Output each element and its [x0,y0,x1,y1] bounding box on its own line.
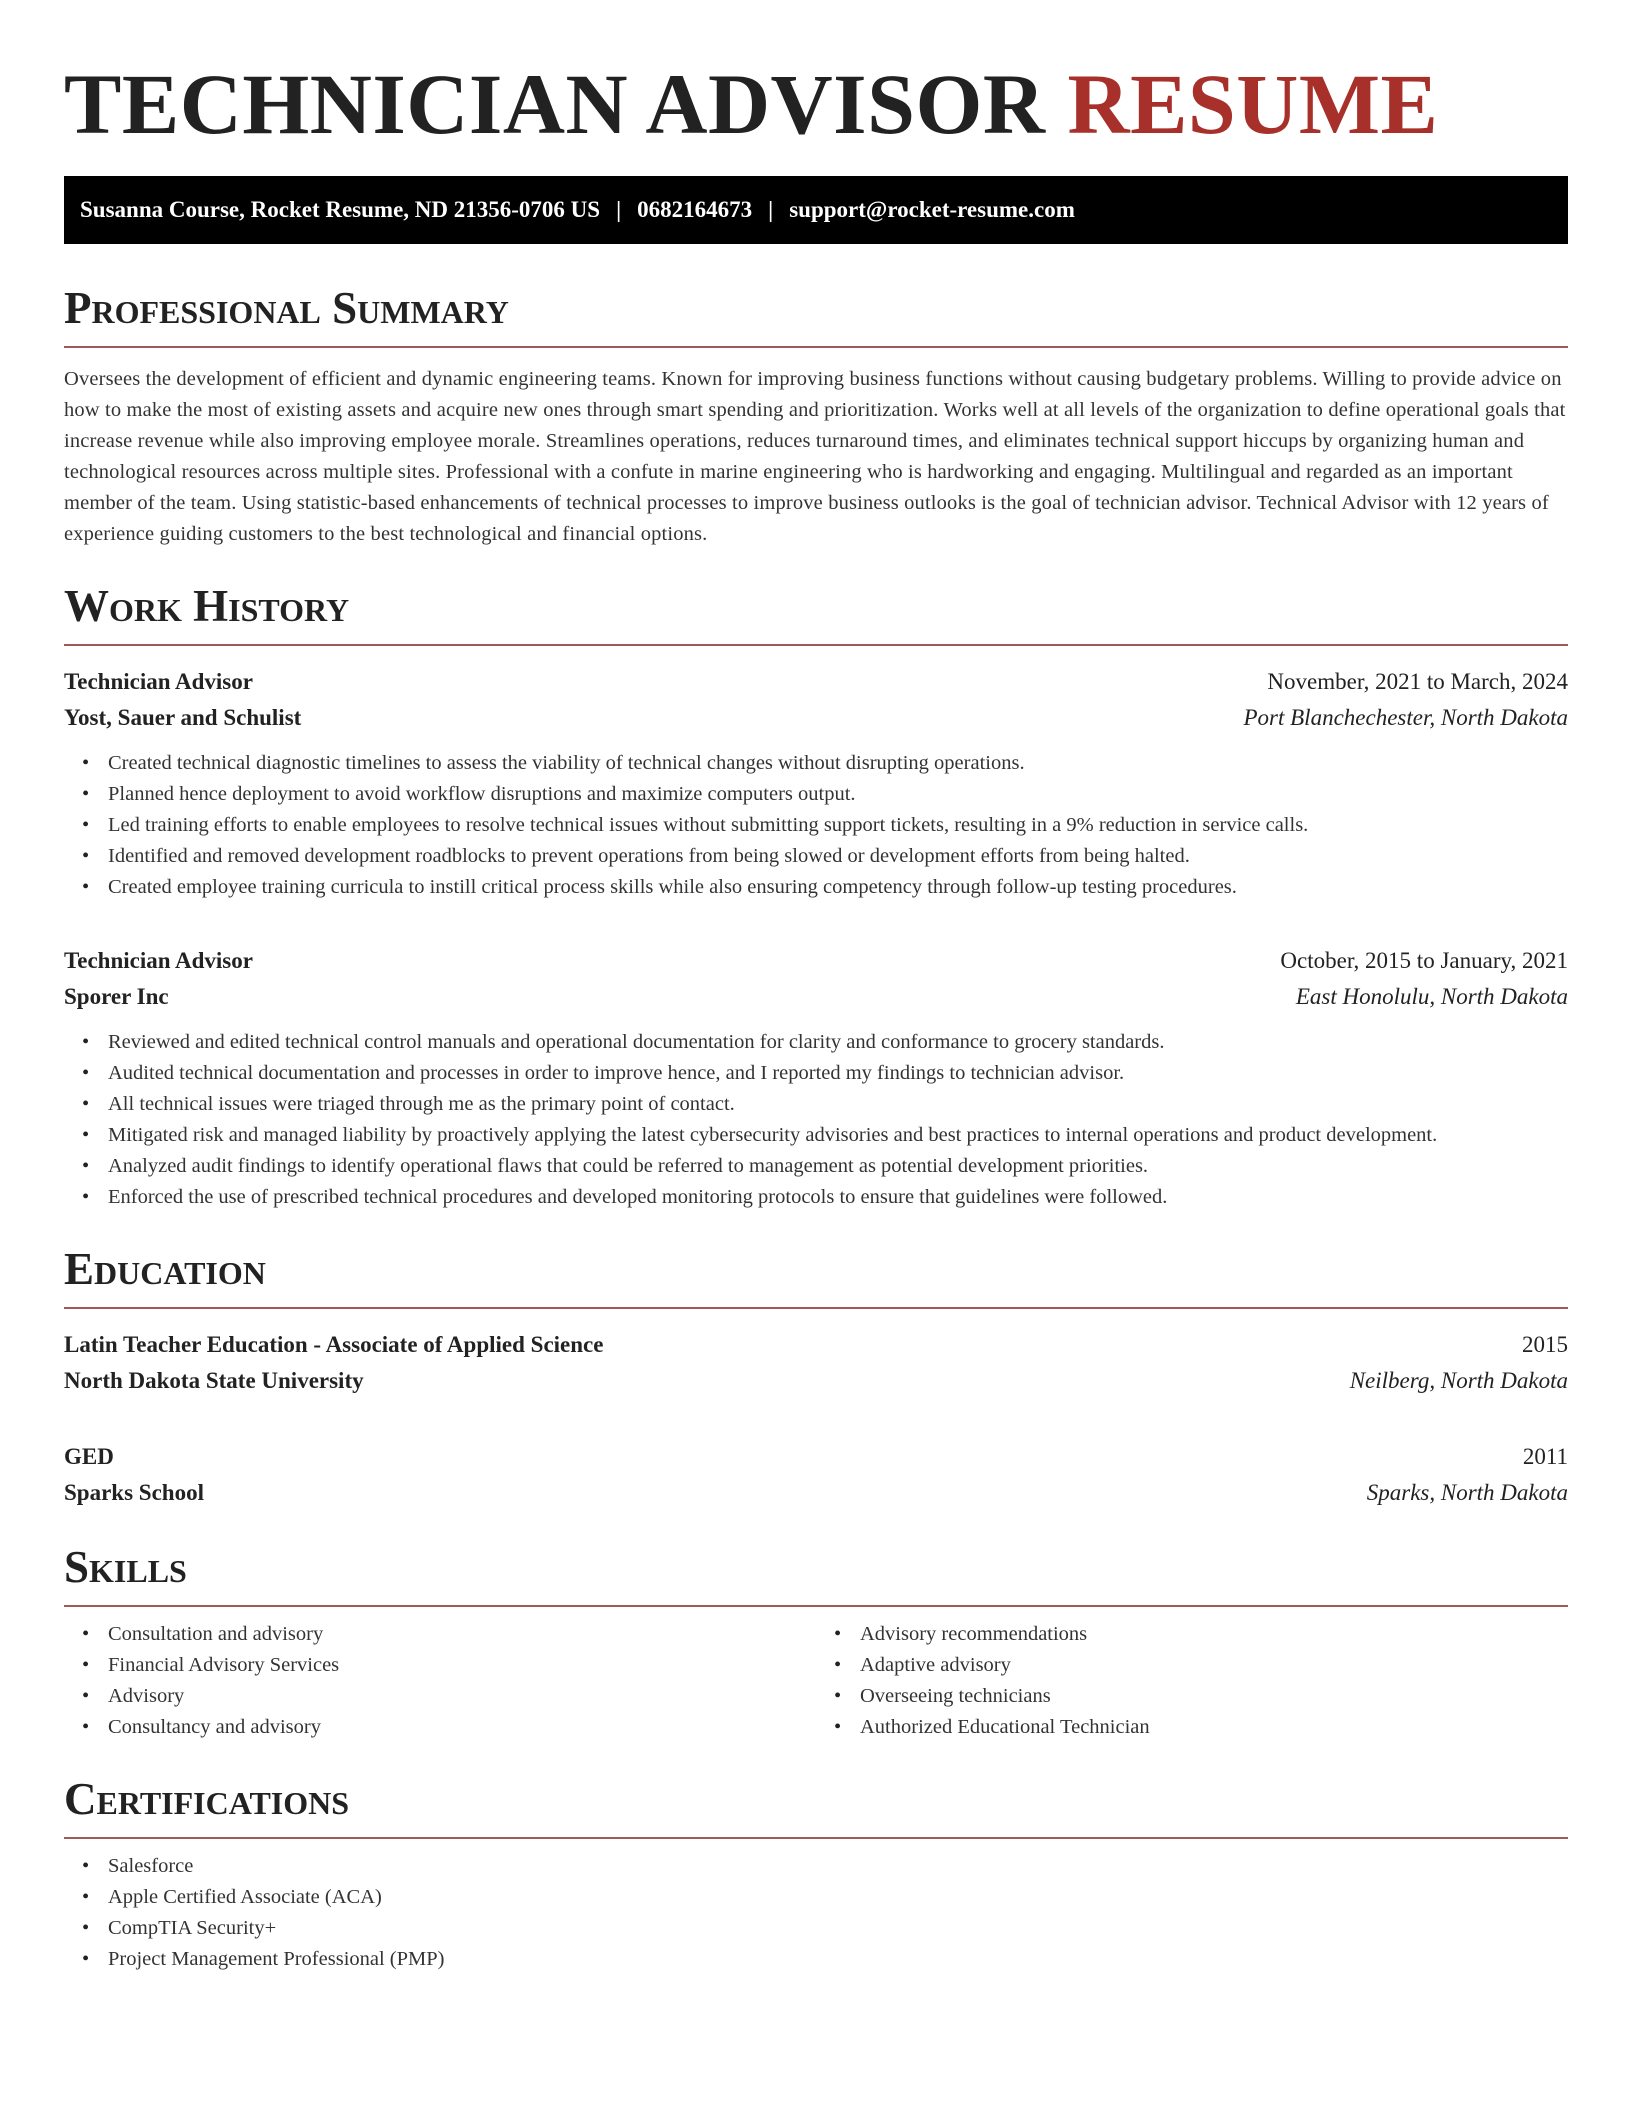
job-title: Technician Advisor [64,948,253,973]
list-item: • Apple Certified Associate (ACA) [108,1882,1568,1913]
list-item: • Overseeing technicians [860,1681,1568,1712]
list-item: • Mitigated risk and managed liability by proactively applying the latest cybersecurity advisories and best practices to internal operations and product development. [108,1120,1568,1151]
education-school: North Dakota State University [64,1368,364,1393]
list-item: • Advisory recommendations [860,1619,1568,1650]
job-dates: November, 2021 to March, 2024 [1267,669,1568,694]
contact-email: support@rocket-resume.com [789,197,1075,222]
title-accent: RESUME [1067,56,1439,152]
skills-grid [64,1619,1568,1743]
list-item: • Financial Advisory Services [108,1650,816,1681]
summary-section [64,282,1568,550]
list-item: • Created technical diagnostic timelines to assess the viability of technical changes without disrupting operations. [108,748,1568,779]
list-item: • Analyzed audit findings to identify operational flaws that could be referred to management as potential development priorities. [108,1151,1568,1182]
contact-phone: 0682164673 [637,197,753,222]
job-company: Yost, Sauer and Schulist [64,705,302,730]
certifications-list [64,1851,1568,1975]
education-year: 2015 [1522,1332,1568,1357]
skills-heading: Skills [64,1541,1568,1607]
contact-address: Susanna Course, Rocket Resume, ND 21356-0706 US [80,197,601,222]
job-company: Sporer Inc [64,984,169,1009]
contact-separator: | [616,197,622,222]
list-item: • Reviewed and edited technical control manuals and operational documentation for clarity and conformance to grocery standards. [108,1027,1568,1058]
list-item: • Consultation and advisory [108,1619,816,1650]
education-degree: Latin Teacher Education - Associate of Applied Science [64,1332,604,1357]
skills-section [64,1541,1568,1743]
education-degree: GED [64,1444,114,1469]
list-item: • Salesforce [108,1851,1568,1882]
certifications-heading: Certifications [64,1773,1568,1839]
work-history-heading: Work History [64,580,1568,646]
work-history-section [64,580,1568,1213]
contact-bar [64,176,1568,244]
education-school: Sparks School [64,1480,204,1505]
job-location: Port Blanchechester, North Dakota [1243,705,1568,730]
job-entry [64,664,1568,903]
education-location: Neilberg, North Dakota [1349,1368,1568,1393]
job-bullets [64,748,1568,903]
job-entry [64,943,1568,1213]
list-item: • Led training efforts to enable employees to resolve technical issues without submitting support tickets, resulting in a 9% reduction in service calls. [108,810,1568,841]
list-item: • Identified and removed development roadblocks to prevent operations from being slowed or development efforts from being halted. [108,841,1568,872]
job-dates: October, 2015 to January, 2021 [1280,948,1568,973]
list-item: • Audited technical documentation and processes in order to improve hence, and I reported my findings to technician advisor. [108,1058,1568,1089]
summary-text: Oversees the development of efficient and dynamic engineering teams. Known for improving business functions without causing budgetary problems. Willing to provide advice on how to make the most of existing assets and acquire new ones through smart spending and prioritization. Works well at all levels of the organization to define operational goals that increase revenue while also improving employee morale. Streamlines operations, reduces turnaround times, and eliminates technical support hiccups by organizing human and technological resources across multiple sites. Professional with a confute in marine engineering who is hardworking and engaging. Multilingual and regarded as an important member of the team. Using statistic-based enhancements of technical processes to improve business outlooks is the goal of technician advisor. Technical Advisor with 12 years of experience guiding customers to the best technological and financial options. [64,368,1566,545]
job-location: East Honolulu, North Dakota [1295,984,1568,1009]
list-item: • Created employee training curricula to instill critical process skills while also ensuring competency through follow-up testing procedures. [108,872,1568,903]
certifications-section [64,1773,1568,1975]
education-section [64,1243,1568,1511]
list-item: • Authorized Educational Technician [860,1712,1568,1743]
list-item: • Consultancy and advisory [108,1712,816,1743]
list-item: • All technical issues were triaged through me as the primary point of contact. [108,1089,1568,1120]
list-item: • Project Management Professional (PMP) [108,1944,1568,1975]
education-year: 2011 [1522,1444,1568,1469]
education-location: Sparks, North Dakota [1366,1480,1568,1505]
education-entry [64,1327,1568,1399]
list-item: • Planned hence deployment to avoid workflow disruptions and maximize computers output. [108,779,1568,810]
job-title: Technician Advisor [64,669,253,694]
education-heading: Education [64,1243,1568,1309]
summary-heading: Professional Summary [64,282,1568,348]
skills-list-left [64,1619,816,1743]
education-entry [64,1439,1568,1511]
job-bullets [64,1027,1568,1213]
resume-title [64,54,1568,154]
contact-separator: | [768,197,774,222]
list-item: • Enforced the use of prescribed technical procedures and developed monitoring protocols to ensure that guidelines were followed. [108,1182,1568,1213]
skills-list-right [816,1619,1568,1743]
list-item: • Adaptive advisory [860,1650,1568,1681]
list-item: • CompTIA Security+ [108,1913,1568,1944]
title-main: TECHNICIAN ADVISOR [64,56,1046,152]
list-item: • Advisory [108,1681,816,1712]
